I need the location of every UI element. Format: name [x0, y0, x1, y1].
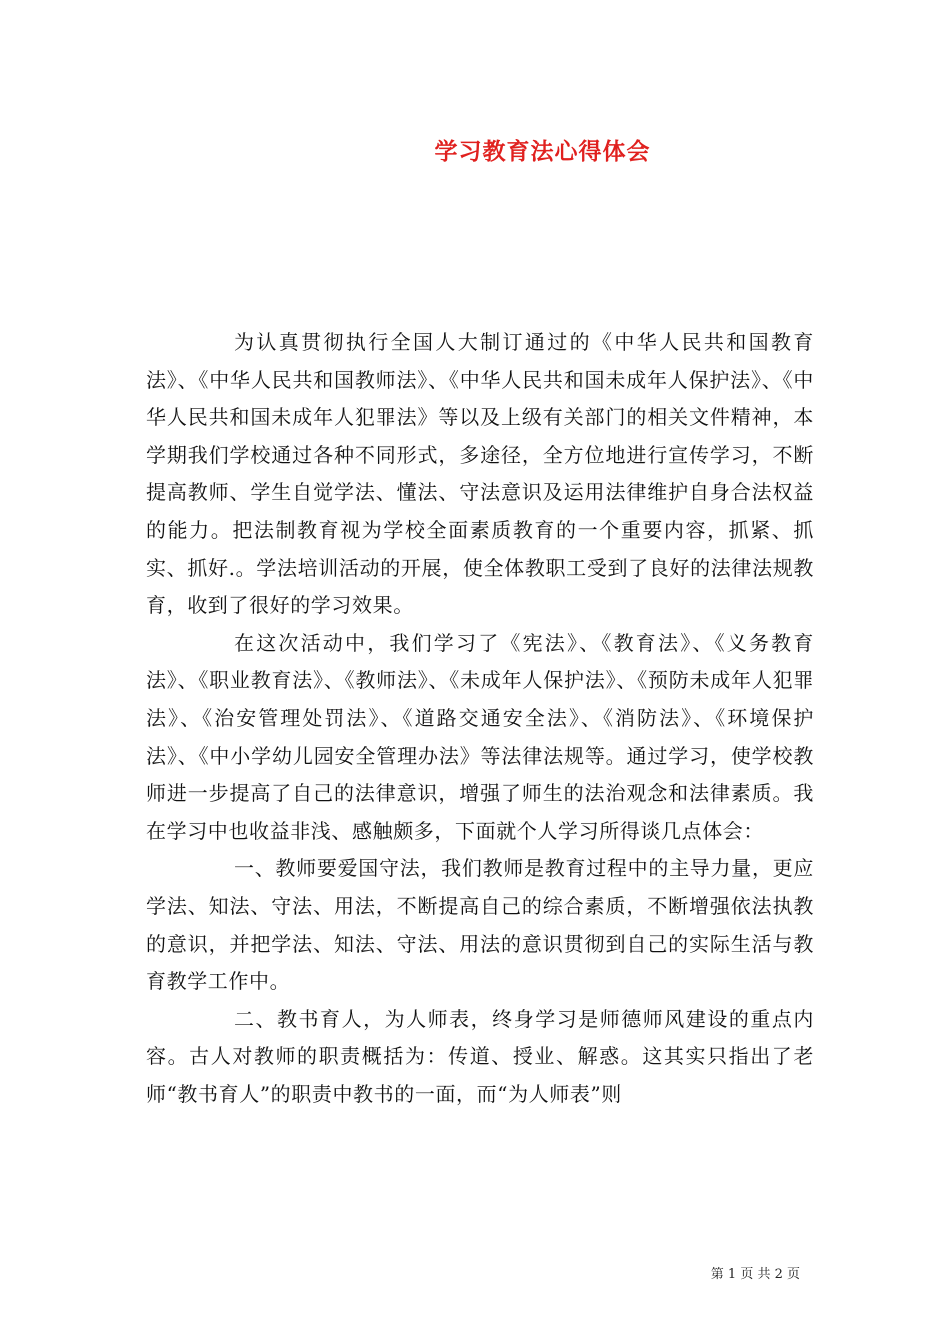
page-number: 第 1 页 共 2 页: [710, 1267, 800, 1282]
paragraph-point-one: 一、教师要爱国守法，我们教师是教育过程中的主导力量，更应学法、知法、守法、用法，不断提高自己的综合素质，不断增强依法执教的意识，并把学法、知法、守法、用法的意识贯彻到自己的实际生活与教育教学工作中。: [146, 856, 814, 994]
document-body: [146, 324, 814, 1113]
paragraph-point-two: 二、教书育人，为人师表，终身学习是师德师风建设的重点内容。古人对教师的职责概括为：传道、授业、解惑。这其实只指出了老师“教书育人”的职责中教书的一面，而“为人师表”则: [146, 1006, 814, 1106]
document-title: 学习教育法心得体会: [434, 138, 651, 165]
paragraph-activities: 在这次活动中，我们学习了《宪法》、《教育法》、《义务教育法》、《职业教育法》、《教师法》、《未成年人保护法》、《预防未成年人犯罪法》、《治安管理处罚法》、《道路交通安全法》、《消防法》、《环境保护法》、《中小学幼儿园安全管理办法》等法律法规等。通过学习，使学校教师进一步提高了自己的法律意识，增强了师生的法治观念和法律素质。我在学习中也收益非浅、感触颇多，下面就个人学习所得谈几点体会：: [146, 630, 814, 843]
paragraph-intro: 为认真贯彻执行全国人大制订通过的《中华人民共和国教育法》、《中华人民共和国教师法》、《中华人民共和国未成年人保护法》、《中华人民共和国未成年人犯罪法》等以及上级有关部门的相关文件精神，本学期我们学校通过各种不同形式，多途径，全方位地进行宣传学习，不断提高教师、学生自觉学法、懂法、守法意识及运用法律维护自身合法权益的能力。把法制教育视为学校全面素质教育的一个重要内容，抓紧、抓实、抓好.。学法培训活动的开展，使全体教职工受到了良好的法律法规教育，收到了很好的学习效果。: [146, 330, 814, 618]
